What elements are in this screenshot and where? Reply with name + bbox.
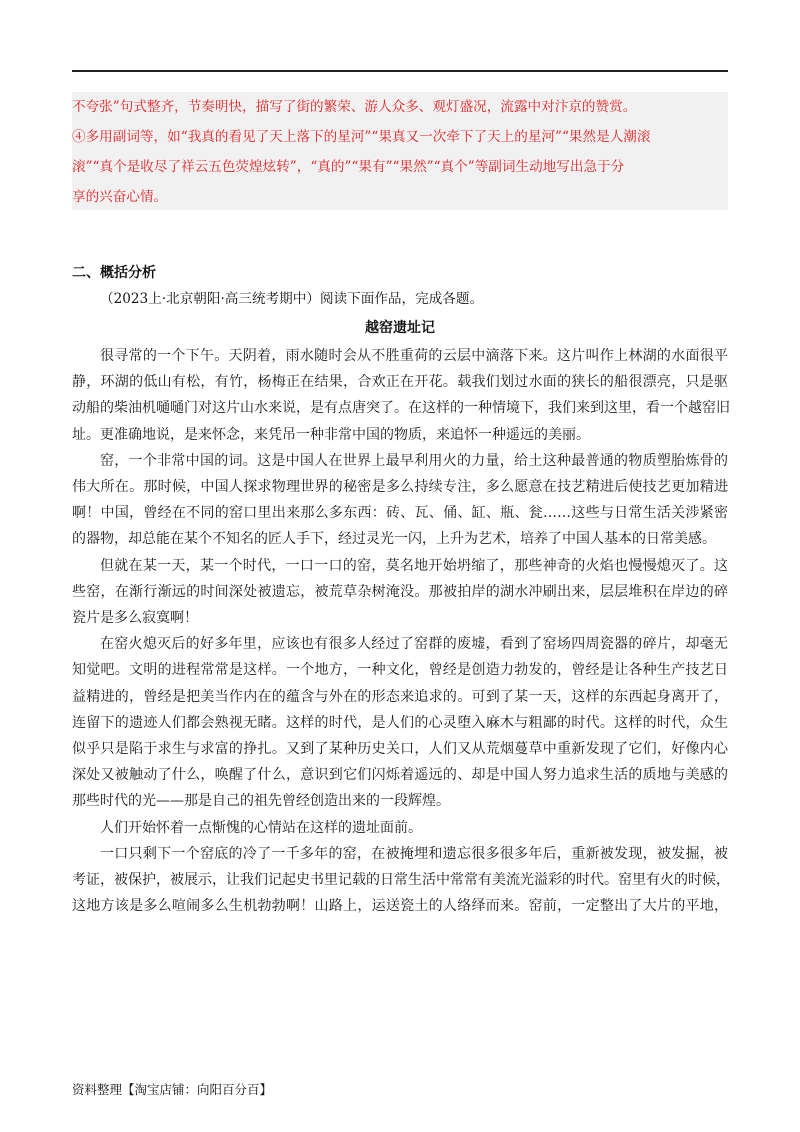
text-line: 些窑，在渐行渐远的时间深处被遗忘，被荒草杂树淹没。那被拍岸的湖水冲刷出来，层层堆积在岸边的碎 (72, 583, 728, 600)
header-rule (72, 70, 728, 72)
text-line: 但就在某一天，某一个时代，一口一口的窑，莫名地开始坍缩了，那些神奇的火焰也慢慢熄灭了。这 (100, 557, 728, 574)
paragraph (72, 815, 728, 841)
text-line: 址。更准确地说，是来怀念，来凭吊一种非常中国的物质，来追怀一种遥远的美丽。 (72, 426, 590, 443)
paragraph (72, 631, 728, 814)
text-line: 的器物，却总能在某个不知名的匠人手下，经过灵光一闪，上升为艺术，培养了中国人基本的日常美感。 (72, 531, 716, 548)
text-line: 窑，一个非常中国的词。这是中国人在世界上最早利用火的力量，给土这种最普通的物质塑胎炼骨的 (100, 452, 728, 469)
section-title: 二、概括分析 (72, 265, 156, 281)
essay-body (72, 343, 728, 919)
text-line: 在窑火熄灭后的好多年里，应该也有很多人经过了窑群的废墟，看到了窑场四周瓷器的碎片，却毫无 (100, 636, 728, 653)
answer-line: 滚”“真个是收尽了祥云五色荧煌炫转”，“真的”“果有”“果然”“真个”等副词生动地写出急于分 (72, 159, 625, 175)
text-line: 啊！中国，曾经在不同的窑口里出来那么多东西：砖、瓦、俑、缸、瓶、瓮……这些与日常生活关涉紧密 (72, 505, 728, 522)
answer-line: 享的兴奋心情。 (72, 189, 168, 205)
text-line: 很寻常的一个下午。天阴着，雨水随时会从不胜重荷的云层中滴落下来。这片叫作上林湖的水面很平 (100, 348, 728, 364)
text-line: 一口只剩下一个窑底的冷了一千多年的窑，在被掩埋和遗忘很多很多年后，重新被发现，被发掘，被 (100, 845, 728, 862)
paragraph (72, 841, 728, 920)
answer-line: 不夸张”句式整齐，节奏明快，描写了街的繁荣、游人众多、观灯盛况，流露中对汴京的赞赏。 (72, 99, 637, 115)
text-line: 动船的柴油机嗵嗵门对这片山水来说，是有点唐突了。在这样的一种情境下，我们来到这里，看一个越窑旧 (72, 400, 730, 417)
answer-highlight-box (72, 92, 728, 210)
text-line: 人们开始怀着一点惭愧的心情站在这样的遗址面前。 (100, 819, 422, 836)
text-line: 这地方该是多么喧闹多么生机勃勃啊！山路上，运送瓷土的人络绎而来。窑前，一定整出了大片的平地， (72, 898, 728, 915)
paragraph (72, 553, 728, 632)
text-line: 益精进的，曾经是把美当作内在的蕴含与外在的形态来追求的。可到了某一天，这样的东西起身离开了， (72, 688, 728, 705)
essay-title: 越窑遗址记 (365, 320, 435, 336)
text-line: 伟大所在。那时候，中国人探求物理世界的秘密是多么持续专注，多么愿意在技艺精进后使技艺更加精进 (72, 479, 728, 496)
answer-line: ④多用副词等，如“我真的看见了天上落下的星河”“果真又一次牵下了天上的星河”“果然是人潮滚 (72, 129, 651, 145)
text-line: 连留下的遗迹人们都会熟视无睹。这样的时代，是人们的心灵堕入麻木与粗鄙的时代。这样的时代，众生 (72, 714, 728, 731)
footer-source: 资料整理【淘宝店铺：向阳百分百】 (72, 1082, 273, 1097)
question-source: （2023上·北京朝阳·高三统考期中）阅读下面作品，完成各题。 (100, 291, 484, 307)
text-line: 知觉吧。文明的进程常常是这样。一个地方，一种文化，曾经是创造力勃发的，曾经是让各种生产技艺日 (72, 662, 728, 679)
text-line: 似乎只是陷于求生与求富的挣扎。又到了某种历史关口，人们又从荒烟蔓草中重新发现了它们，好像内心 (72, 741, 728, 758)
text-line: 考证，被保护，被展示，让我们记起史书里记载的日常生活中常常有美流光溢彩的时代。窑里有火的时候， (72, 872, 730, 889)
paragraph (72, 448, 728, 553)
text-line: 那些时代的光——那是自己的祖先曾经创造出来的一段辉煌。 (72, 793, 450, 810)
text-line: 瓷片是多么寂寞啊！ (72, 610, 198, 627)
text-line: 深处又被触动了什么，唤醒了什么，意识到它们闪烁着遥远的、却是中国人努力追求生活的质地与美感的 (72, 767, 728, 784)
text-line: 静，环湖的低山有松，有竹，杨梅正在结果，合欢正在开花。载我们划过水面的狭长的船很漂亮，只是驱 (72, 374, 728, 391)
paragraph (72, 343, 728, 448)
